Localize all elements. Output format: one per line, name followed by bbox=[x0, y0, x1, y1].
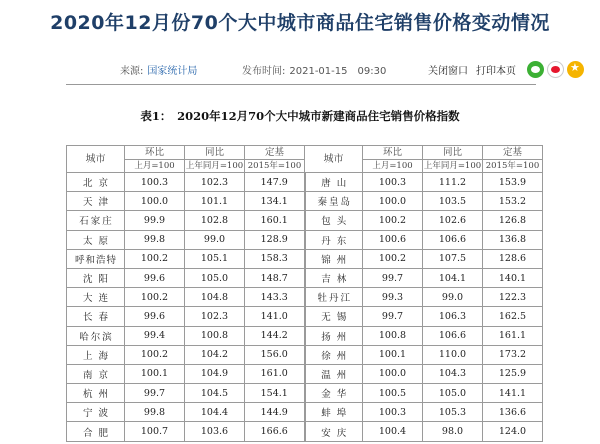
base-value: 124.0 bbox=[483, 422, 543, 441]
mom-value: 100.3 bbox=[125, 173, 185, 192]
city-name: 天津 bbox=[67, 192, 125, 211]
header-divider bbox=[66, 84, 536, 85]
header-city: 城市 bbox=[67, 146, 125, 173]
base-value: 160.1 bbox=[245, 211, 305, 230]
base-value: 143.3 bbox=[245, 288, 305, 307]
mom-value: 100.5 bbox=[363, 384, 423, 403]
table-row bbox=[67, 345, 543, 364]
table-row bbox=[67, 403, 543, 422]
yoy-value: 103.5 bbox=[423, 192, 483, 211]
print-page-link[interactable]: 打印本页 bbox=[476, 66, 516, 77]
header-mom-sub-2: 上月=100 bbox=[363, 160, 423, 173]
mom-value: 99.8 bbox=[125, 230, 185, 249]
header-base: 定基 bbox=[245, 146, 305, 160]
mom-value: 100.7 bbox=[125, 422, 185, 441]
table-row bbox=[67, 192, 543, 211]
yoy-value: 105.0 bbox=[185, 268, 245, 287]
share-bar bbox=[527, 59, 587, 79]
city-name: 石家庄 bbox=[67, 211, 125, 230]
yoy-value: 101.1 bbox=[185, 192, 245, 211]
city-name: 牡丹江 bbox=[305, 288, 363, 307]
city-name: 扬州 bbox=[305, 326, 363, 345]
yoy-value: 106.6 bbox=[423, 230, 483, 249]
publish-time-label: 发布时间: bbox=[242, 66, 286, 77]
base-value: 154.1 bbox=[245, 384, 305, 403]
mom-value: 99.7 bbox=[363, 307, 423, 326]
yoy-value: 105.1 bbox=[185, 249, 245, 268]
mom-value: 99.7 bbox=[125, 384, 185, 403]
base-value: 140.1 bbox=[483, 268, 543, 287]
mom-value: 100.0 bbox=[363, 192, 423, 211]
header-base-2: 定基 bbox=[483, 146, 543, 160]
yoy-value: 111.2 bbox=[423, 173, 483, 192]
city-name: 合肥 bbox=[67, 422, 125, 441]
base-value: 134.1 bbox=[245, 192, 305, 211]
yoy-value: 99.0 bbox=[185, 230, 245, 249]
yoy-value: 102.8 bbox=[185, 211, 245, 230]
base-value: 128.9 bbox=[245, 230, 305, 249]
base-value: 141.0 bbox=[245, 307, 305, 326]
mom-value: 100.8 bbox=[363, 326, 423, 345]
source-label: 来源: bbox=[120, 66, 144, 77]
yoy-value: 103.6 bbox=[185, 422, 245, 441]
table-row bbox=[67, 288, 543, 307]
base-value: 158.3 bbox=[245, 249, 305, 268]
table-row bbox=[67, 307, 543, 326]
mom-value: 99.9 bbox=[125, 211, 185, 230]
yoy-value: 104.1 bbox=[423, 268, 483, 287]
mom-value: 100.3 bbox=[363, 173, 423, 192]
mom-value: 100.1 bbox=[363, 345, 423, 364]
qzone-icon[interactable] bbox=[567, 61, 584, 78]
header-yoy-sub-2: 上年同月=100 bbox=[423, 161, 482, 171]
price-index-table bbox=[66, 145, 543, 442]
yoy-value: 99.0 bbox=[423, 288, 483, 307]
city-name: 徐州 bbox=[305, 345, 363, 364]
yoy-value: 104.5 bbox=[185, 384, 245, 403]
yoy-value: 104.4 bbox=[185, 403, 245, 422]
yoy-value: 102.6 bbox=[423, 211, 483, 230]
page-actions bbox=[428, 62, 524, 77]
mom-value: 100.1 bbox=[125, 364, 185, 383]
city-name: 大连 bbox=[67, 288, 125, 307]
mom-value: 99.8 bbox=[125, 403, 185, 422]
publish-time-value: 2021-01-15 09:30 bbox=[289, 66, 387, 77]
base-value: 141.1 bbox=[483, 384, 543, 403]
base-value: 122.3 bbox=[483, 288, 543, 307]
table-row bbox=[67, 230, 543, 249]
wechat-icon[interactable] bbox=[527, 61, 544, 78]
base-value: 161.0 bbox=[245, 364, 305, 383]
yoy-value: 107.5 bbox=[423, 249, 483, 268]
base-value: 156.0 bbox=[245, 345, 305, 364]
yoy-value: 106.6 bbox=[423, 326, 483, 345]
base-value: 173.2 bbox=[483, 345, 543, 364]
yoy-value: 104.9 bbox=[185, 364, 245, 383]
table-caption: 表1： 2020年12月70个大中城市新建商品住宅销售价格指数 bbox=[140, 109, 460, 123]
city-name: 无锡 bbox=[305, 307, 363, 326]
table-row bbox=[67, 422, 543, 441]
base-value: 144.2 bbox=[245, 326, 305, 345]
header-base-sub-2: 2015年=100 bbox=[483, 160, 543, 173]
mom-value: 100.4 bbox=[363, 422, 423, 441]
yoy-value: 106.3 bbox=[423, 307, 483, 326]
city-name: 呼和浩特 bbox=[67, 249, 125, 268]
header-mom-2: 环比 bbox=[363, 146, 423, 160]
city-name: 丹东 bbox=[305, 230, 363, 249]
yoy-value: 105.3 bbox=[423, 403, 483, 422]
table-row bbox=[67, 364, 543, 383]
header-yoy: 同比 bbox=[185, 146, 245, 160]
city-name: 金华 bbox=[305, 384, 363, 403]
city-name: 锦州 bbox=[305, 249, 363, 268]
table-body bbox=[67, 173, 543, 442]
source-info bbox=[120, 62, 197, 77]
mom-value: 100.2 bbox=[125, 345, 185, 364]
yoy-value: 98.0 bbox=[423, 422, 483, 441]
page-title: 2020年12月份70个大中城市商品住宅销售价格变动情况 bbox=[50, 12, 550, 34]
header-city-2: 城市 bbox=[305, 146, 363, 173]
yoy-value: 105.0 bbox=[423, 384, 483, 403]
yoy-value: 104.2 bbox=[185, 345, 245, 364]
table-row bbox=[67, 249, 543, 268]
mom-value: 100.2 bbox=[363, 211, 423, 230]
table-row bbox=[67, 173, 543, 192]
city-name: 唐山 bbox=[305, 173, 363, 192]
mom-value: 100.3 bbox=[363, 403, 423, 422]
mom-value: 100.0 bbox=[125, 192, 185, 211]
weibo-icon[interactable] bbox=[547, 61, 564, 78]
base-value: 162.5 bbox=[483, 307, 543, 326]
base-value: 126.8 bbox=[483, 211, 543, 230]
article-meta bbox=[0, 60, 600, 78]
yoy-value: 100.8 bbox=[185, 326, 245, 345]
base-value: 128.6 bbox=[483, 249, 543, 268]
base-value: 153.9 bbox=[483, 173, 543, 192]
mom-value: 99.6 bbox=[125, 268, 185, 287]
mom-value: 100.6 bbox=[363, 230, 423, 249]
table-row bbox=[67, 326, 543, 345]
city-name: 吉林 bbox=[305, 268, 363, 287]
city-name: 哈尔滨 bbox=[67, 326, 125, 345]
city-name: 太原 bbox=[67, 230, 125, 249]
table-row bbox=[67, 268, 543, 287]
base-value: 147.9 bbox=[245, 173, 305, 192]
mom-value: 100.2 bbox=[125, 288, 185, 307]
base-value: 153.2 bbox=[483, 192, 543, 211]
yoy-value: 102.3 bbox=[185, 173, 245, 192]
header-mom: 环比 bbox=[125, 146, 185, 160]
city-name: 杭州 bbox=[67, 384, 125, 403]
base-value: 166.6 bbox=[245, 422, 305, 441]
city-name: 北京 bbox=[67, 173, 125, 192]
mom-value: 99.3 bbox=[363, 288, 423, 307]
mom-value: 100.2 bbox=[363, 249, 423, 268]
city-name: 沈阳 bbox=[67, 268, 125, 287]
base-value: 136.8 bbox=[483, 230, 543, 249]
yoy-value: 104.8 bbox=[185, 288, 245, 307]
city-name: 包头 bbox=[305, 211, 363, 230]
city-name: 秦皇岛 bbox=[305, 192, 363, 211]
header-yoy-sub: 上年同月=100 bbox=[185, 161, 244, 171]
city-name: 上海 bbox=[67, 345, 125, 364]
header-mom-sub: 上月=100 bbox=[125, 160, 185, 173]
source-link[interactable]: 国家统计局 bbox=[147, 66, 198, 77]
city-name: 南京 bbox=[67, 364, 125, 383]
city-name: 长春 bbox=[67, 307, 125, 326]
header-base-sub: 2015年=100 bbox=[245, 160, 305, 173]
base-value: 136.6 bbox=[483, 403, 543, 422]
mom-value: 100.2 bbox=[125, 249, 185, 268]
base-value: 144.9 bbox=[245, 403, 305, 422]
base-value: 125.9 bbox=[483, 364, 543, 383]
city-name: 温州 bbox=[305, 364, 363, 383]
close-window-link[interactable]: 关闭窗口 bbox=[428, 66, 468, 77]
base-value: 161.1 bbox=[483, 326, 543, 345]
mom-value: 99.6 bbox=[125, 307, 185, 326]
table-row bbox=[67, 211, 543, 230]
city-name: 宁波 bbox=[67, 403, 125, 422]
table-row bbox=[67, 384, 543, 403]
city-name: 蚌埠 bbox=[305, 403, 363, 422]
yoy-value: 110.0 bbox=[423, 345, 483, 364]
yoy-value: 102.3 bbox=[185, 307, 245, 326]
base-value: 148.7 bbox=[245, 268, 305, 287]
header-yoy-2: 同比 bbox=[423, 146, 483, 160]
yoy-value: 104.3 bbox=[423, 364, 483, 383]
mom-value: 99.4 bbox=[125, 326, 185, 345]
mom-value: 99.7 bbox=[363, 268, 423, 287]
city-name: 安庆 bbox=[305, 422, 363, 441]
publish-time bbox=[242, 62, 386, 77]
mom-value: 100.0 bbox=[363, 364, 423, 383]
